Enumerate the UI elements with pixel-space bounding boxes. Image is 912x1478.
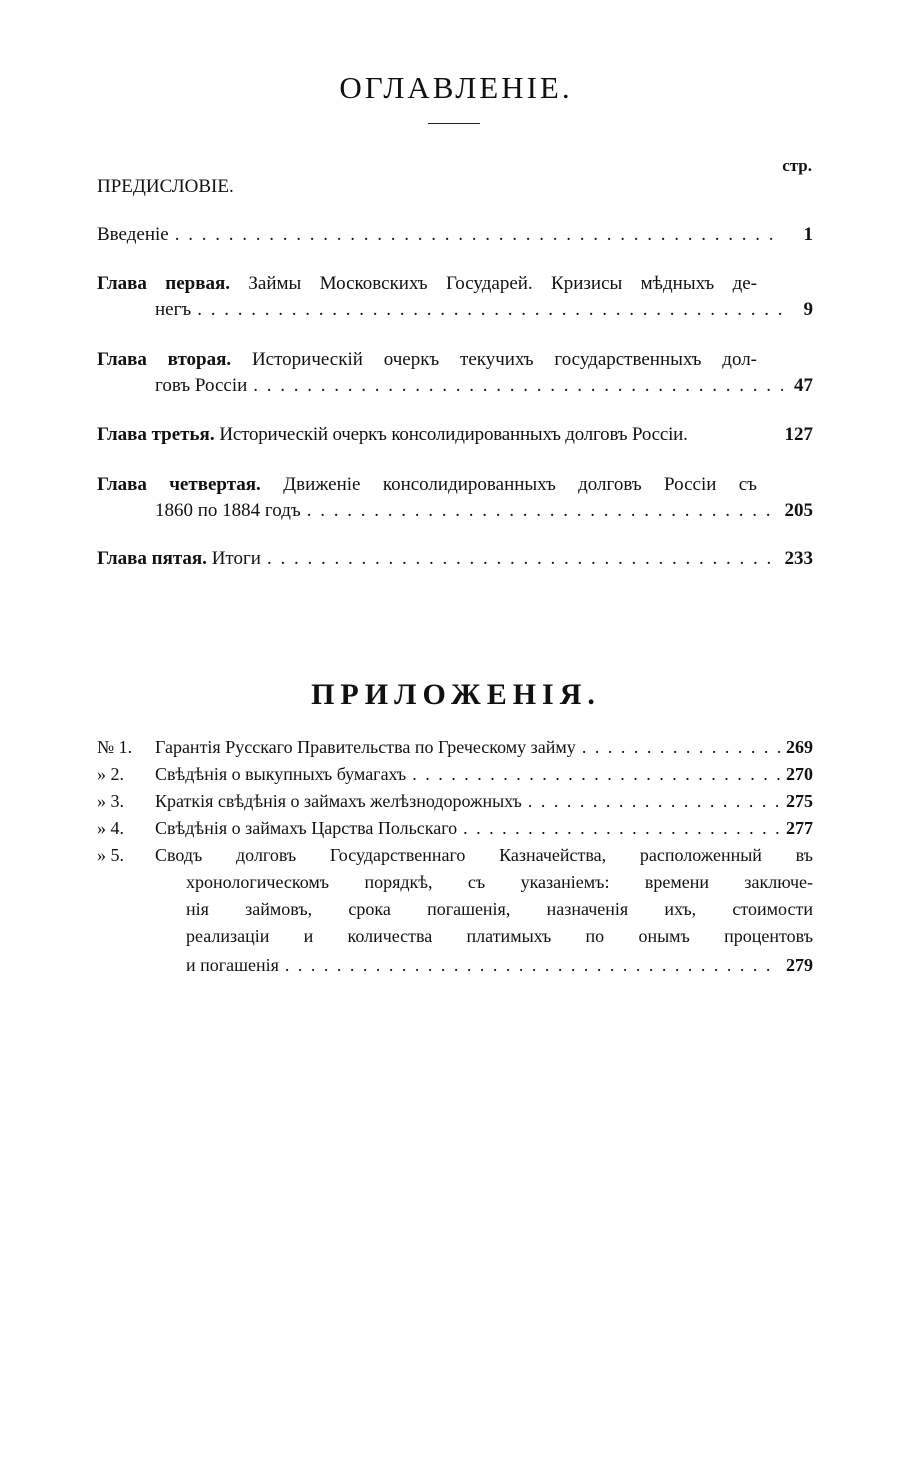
page-number: 275 [786, 791, 813, 811]
appendix-entry-5-line: реализаціи и количества платимыхъ по онымъ процентовъ [186, 926, 813, 946]
chapter-label: Глава вторая. [97, 349, 232, 370]
appendix-number: » 2. [97, 764, 124, 784]
page-title: ОГЛАВЛЕНІЕ. [339, 70, 573, 105]
entry-text: Историческій очеркъ текучихъ государственныхъ дол- [251, 349, 758, 370]
entry-text: Итоги [211, 548, 261, 569]
entry-text: Историческій очеркъ консолидированныхъ долговъ Россіи. [219, 424, 688, 445]
chapter-label: Глава пятая. [97, 548, 207, 569]
page-number: 127 [784, 424, 813, 445]
entry-text: Введеніе [97, 224, 169, 245]
entry-text: 1860 по 1884 годъ [155, 500, 301, 521]
page-number: 9 [803, 299, 813, 320]
toc-entry-introduction [97, 224, 813, 250]
dot-leader [175, 224, 783, 246]
entry-text: и погашенія [186, 955, 279, 975]
appendix-entry-5-last [186, 955, 813, 981]
appendix-number: № 1. [97, 737, 133, 757]
appendix-number: » 3. [97, 791, 124, 811]
toc-entry-chapter-4-cont [155, 500, 813, 526]
toc-entry-chapter-1-cont [155, 299, 813, 325]
dot-leader [267, 548, 779, 570]
dot-leader [463, 818, 780, 839]
entry-text: Гарантія Русскаго Правительства по Греческому займу [155, 737, 576, 757]
appendix-entry-5-line: хронологическомъ порядкѣ, съ указаніемъ: времени заключе- [186, 872, 813, 892]
dot-leader [412, 764, 780, 785]
toc-entry-chapter-4 [97, 474, 757, 496]
entry-text: Движеніе консолидированныхъ долговъ Россіи съ [283, 474, 758, 495]
appendix-entry-1 [97, 737, 813, 763]
page-number: 1 [803, 224, 813, 245]
dot-leader [528, 791, 780, 812]
appendix-number: » 5. [97, 845, 124, 865]
toc-entry-chapter-5 [97, 548, 813, 574]
entry-text: Краткія свѣдѣнія о займахъ желѣзнодорожныхъ [155, 791, 522, 811]
dot-leader [582, 737, 780, 758]
toc-entry-chapter-2-cont [155, 375, 813, 401]
appendix-heading: ПРИЛОЖЕНІЯ. [311, 678, 601, 711]
entry-text: Займы Московскихъ Государей. Кризисы мѣдныхъ де- [248, 273, 758, 294]
entry-text: говъ Россіи [155, 375, 248, 396]
appendix-entry-4 [97, 818, 813, 844]
toc-entry-chapter-2 [97, 349, 757, 371]
title-rule [428, 123, 480, 124]
dot-leader [285, 955, 780, 976]
page-number: 233 [784, 548, 813, 569]
chapter-label: Глава четвертая. [97, 474, 261, 495]
dot-leader [197, 299, 783, 321]
dot-leader [307, 500, 779, 522]
appendix-number: » 4. [97, 818, 124, 838]
entry-text: негъ [155, 299, 192, 320]
chapter-label: Глава третья. [97, 424, 215, 445]
page-number: 205 [784, 500, 813, 521]
page-number: 279 [786, 955, 813, 975]
preface-entry: ПРЕДИСЛОВІЕ. [97, 176, 234, 197]
appendix-entry-5 [97, 845, 813, 871]
entry-text: Сводъ долговъ Государственнаго Казначейства, расположенный въ [155, 845, 813, 865]
toc-entry-chapter-3 [97, 424, 813, 450]
toc-entry-chapter-1 [97, 273, 757, 295]
page-column-label: стр. [782, 156, 812, 175]
appendix-entry-3 [97, 791, 813, 817]
dot-leader [253, 375, 783, 397]
entry-text: Свѣдѣнія о выкупныхъ бумагахъ [155, 764, 407, 784]
appendix-entry-2 [97, 764, 813, 790]
page-number: 269 [786, 737, 813, 757]
page-number: 47 [794, 375, 813, 396]
page-number: 270 [786, 764, 813, 784]
entry-text: Свѣдѣнія о займахъ Царства Польскаго [155, 818, 458, 838]
appendix-entry-5-line: нія займовъ, срока погашенія, назначенія ихъ, стоимости [186, 899, 813, 919]
chapter-label: Глава первая. [97, 273, 230, 294]
page-number: 277 [786, 818, 813, 838]
